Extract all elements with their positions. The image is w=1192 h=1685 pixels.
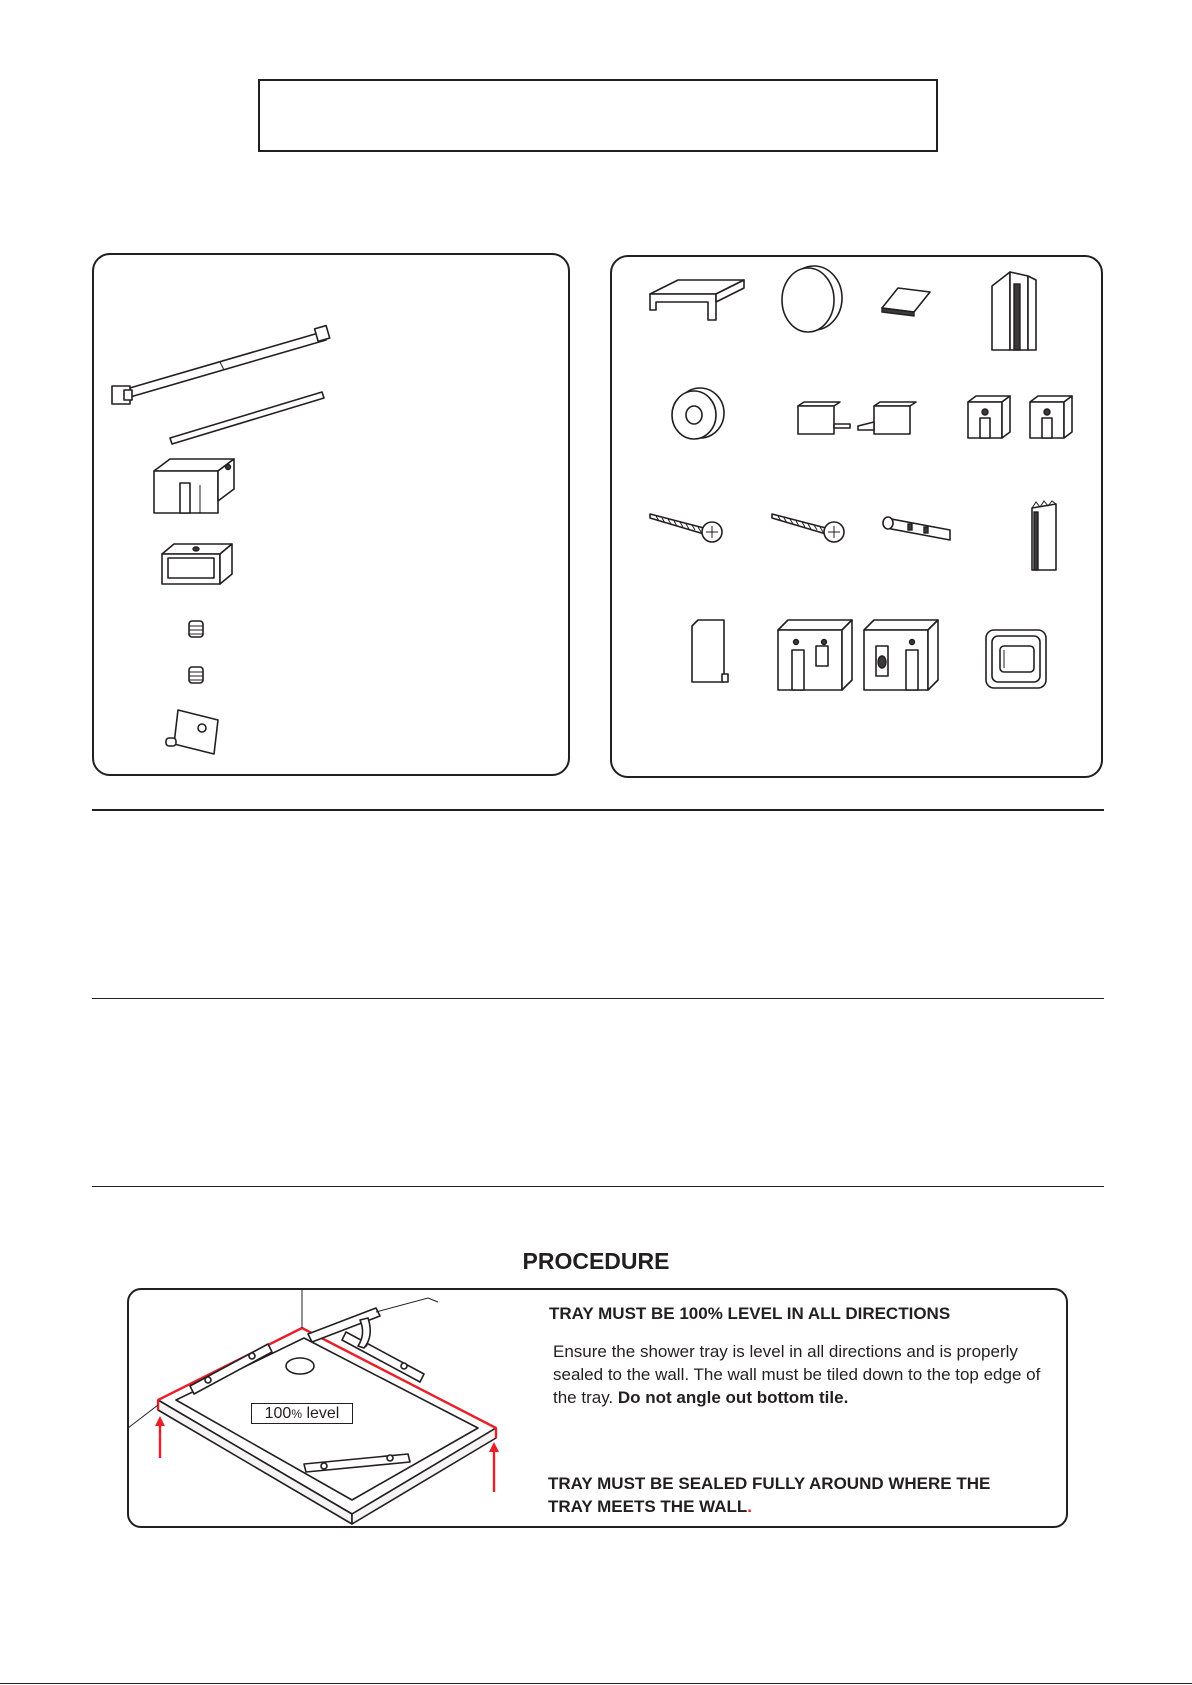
section-divider-1 bbox=[92, 809, 1104, 811]
screw-icon bbox=[770, 510, 850, 544]
glass-clamp-block-icon bbox=[158, 540, 238, 590]
procedure-warning-line-2: TRAY MEETS THE WALL bbox=[548, 1497, 748, 1516]
glass-clamps-icon bbox=[964, 392, 1078, 444]
bar-insert-strip-icon bbox=[168, 386, 338, 446]
cover-plate-icon bbox=[688, 618, 732, 688]
wall-plug-icon bbox=[882, 512, 958, 542]
procedure-title: PROCEDURE bbox=[522, 1248, 670, 1274]
profile-clips-icon bbox=[794, 398, 924, 438]
grub-screw-icon bbox=[186, 618, 208, 642]
small-cap-icon bbox=[878, 284, 934, 318]
wall-plate-icon bbox=[168, 706, 228, 758]
hinge-brackets-icon bbox=[772, 616, 944, 698]
wall-bracket-icon bbox=[150, 455, 240, 520]
level-unit: % bbox=[291, 1407, 302, 1421]
level-word: level bbox=[306, 1405, 340, 1422]
title-box bbox=[258, 79, 938, 152]
washer-icon bbox=[668, 385, 728, 443]
level-label bbox=[251, 1403, 353, 1424]
square-fitting-icon bbox=[982, 624, 1052, 694]
end-cap-icon bbox=[648, 278, 748, 324]
procedure-body-bold: Do not angle out bottom tile. bbox=[617, 1388, 849, 1407]
section-divider-3 bbox=[92, 1186, 1104, 1187]
round-knob-icon bbox=[776, 262, 846, 338]
procedure-warning-line-1: TRAY MUST BE SEALED FULLY AROUND WHERE THE bbox=[548, 1474, 991, 1493]
procedure-warning-punct: . bbox=[747, 1497, 753, 1516]
wall-profile-icon bbox=[984, 266, 1042, 354]
section-divider-2 bbox=[92, 998, 1104, 999]
procedure-body bbox=[553, 1340, 1053, 1409]
grub-screw-icon bbox=[186, 664, 208, 688]
seal-strip-icon bbox=[1024, 498, 1064, 574]
procedure-heading: TRAY MUST BE 100% LEVEL IN ALL DIRECTIONS bbox=[549, 1304, 951, 1323]
screw-icon bbox=[648, 510, 728, 544]
procedure-body-text: Ensure the shower tray is level in all directions and is properly sealed to the wall. The wall must be tiled down to the top edge of the tray. bbox=[553, 1342, 1041, 1407]
level-value: 100 bbox=[264, 1405, 292, 1422]
procedure-warning bbox=[548, 1472, 1068, 1518]
page-bottom-rule bbox=[0, 1683, 1192, 1684]
